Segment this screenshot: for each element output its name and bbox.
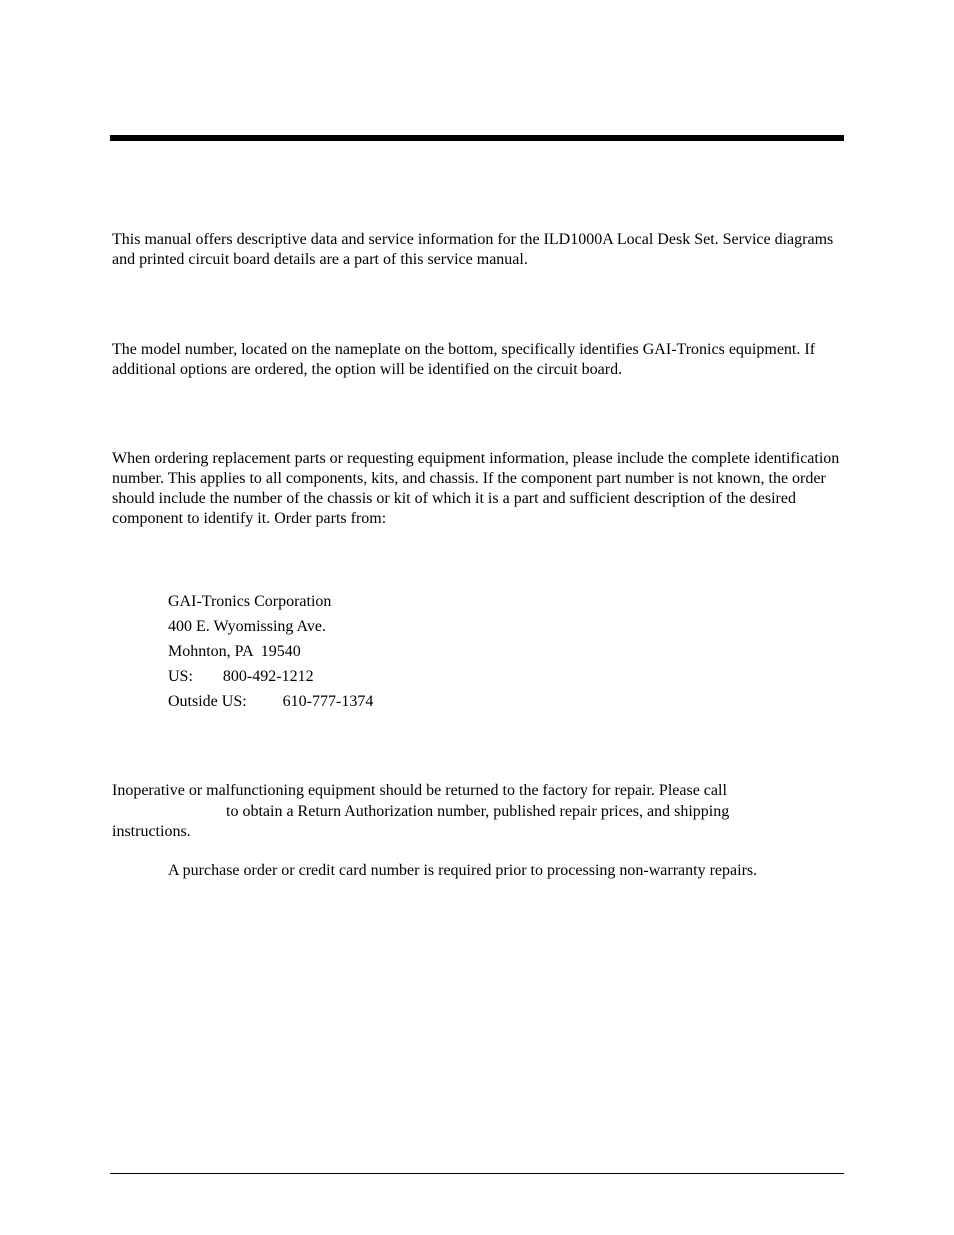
repair-line-2: to obtain a Return Authorization number, published repair prices, and shipping	[226, 803, 730, 820]
address-us-phone-line	[168, 667, 314, 687]
intro-paragraph: This manual offers descriptive data and service information for the ILD1000A Local Desk Set. Service diagrams and printed circuit board details are a part of this service manual.	[112, 231, 834, 268]
outside-phone-number: 610-777-1374	[282, 693, 374, 710]
footer-rule	[110, 1173, 844, 1174]
repair-line-3: instructions.	[112, 823, 191, 840]
model-number-paragraph: The model number, located on the nameplate on the bottom, specifically identifies GAI-Tronics equipment. If additional options are ordered, the option will be identified on the circuit board.	[112, 341, 816, 378]
repair-line-1: Inoperative or malfunctioning equipment should be returned to the factory for repair. Please call	[112, 782, 727, 799]
us-phone-number: 800-492-1212	[222, 668, 314, 685]
us-phone-label: US:	[168, 668, 193, 685]
address-outside-phone-line	[168, 692, 373, 712]
header-rule	[110, 135, 844, 141]
address-street: 400 E. Wyomissing Ave.	[168, 618, 326, 635]
outside-phone-label: Outside US:	[168, 693, 247, 710]
replacement-parts-paragraph: When ordering replacement parts or requesting equipment information, please include the complete identification number. This applies to all components, kits, and chassis. If the component part number is not known, the order should include the number of the chassis or kit of which it is a part and sufficient description of the desired component to identify it. Order parts from:	[112, 450, 840, 527]
address-city: Mohnton, PA 19540	[168, 643, 301, 660]
address-company: GAI-Tronics Corporation	[168, 593, 332, 610]
purchase-order-paragraph: A purchase order or credit card number is required prior to processing non-warranty repairs.	[168, 862, 758, 879]
